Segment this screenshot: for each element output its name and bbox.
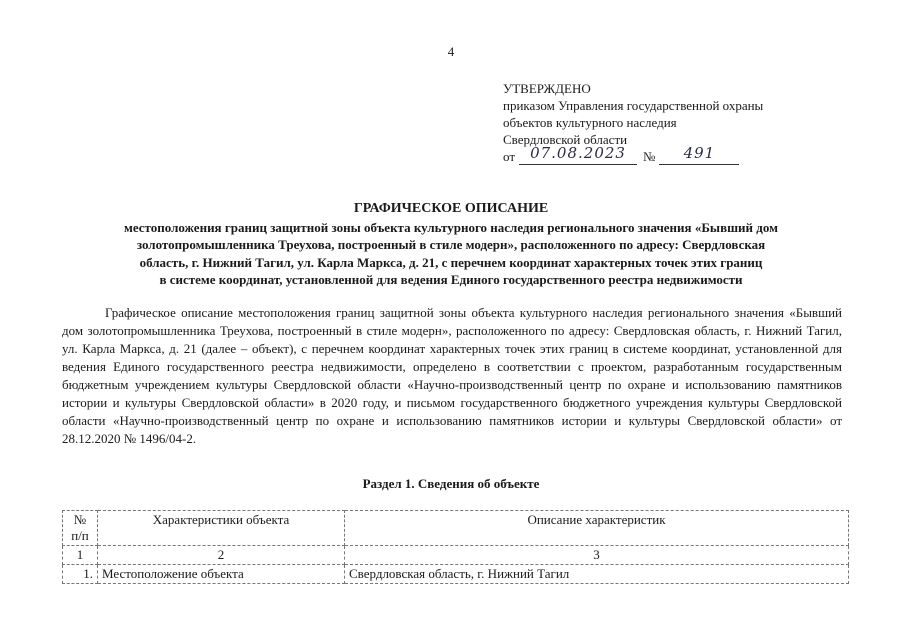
header-characteristics: Характеристики объекта [98, 511, 345, 546]
approval-block [503, 80, 763, 165]
row-characteristic: Местоположение объекта [98, 565, 345, 584]
header-description: Описание характеристик [345, 511, 849, 546]
index-cell: 3 [345, 546, 849, 565]
title-line-1: местоположения границ защитной зоны объекта культурного наследия регионального значения «Бывший дом [124, 219, 778, 235]
row-description: Свердловская область, г. Нижний Тагил [345, 565, 849, 584]
header-number-line-2: п/п [71, 528, 89, 543]
handwritten-number: 491 [683, 144, 716, 162]
index-cell: 2 [98, 546, 345, 565]
table-header-row [63, 511, 849, 546]
date-prefix: от [503, 149, 516, 164]
page-number: 4 [447, 44, 455, 59]
handwritten-date: 07.08.2023 [530, 144, 626, 162]
date-field [519, 144, 637, 165]
title-line-3: область, г. Нижний Тагил, ул. Карла Маркса, д. 21, с перечнем координат характерных точек этих границ [139, 254, 763, 270]
index-cell: 1 [63, 546, 98, 565]
title-line-2: золотопромышленника Треухова, построенный в стиле модерн», расположенного по адресу: Свердловская [136, 237, 766, 252]
table-row [63, 565, 849, 584]
approval-line-3: Свердловской области [503, 132, 628, 147]
approval-line-1: приказом Управления государственной охраны [503, 98, 764, 113]
approval-date-number-line [503, 144, 763, 165]
row-number: 1. [63, 565, 98, 584]
approval-line-2: объектов культурного наследия [503, 115, 677, 130]
body-paragraph: Графическое описание местоположения границ защитной зоны объекта культурного наследия регионального значения «Бывший дом золотопромышленника Треухова, построенный в стиле модерн», расположенного по адресу: Свердловская область, г. Нижний Тагил, ул. Карла Маркса, д. 21 (далее – объект), с перечнем координат характерных точек этих границ в системе координат, установленной для ведения Единого государственного реестра недвижимости, определено в соответствии с проектом, разработанным государственным бюджетным учреждением культуры Свердловской области «Научно-производственный центр по охране и использованию памятников истории и культуры Свердловской области» в 2020 году, и письмом государственного бюджетного учреждения культуры Свердловской области «Научно-производственный центр по охране и использованию памятников истории и культуры Свердловской области» от 28.12.2020 № 1496/04-2. [62, 305, 842, 446]
approval-heading: УТВЕРЖДЕНО [503, 81, 591, 96]
title-main: ГРАФИЧЕСКОЕ ОПИСАНИЕ [353, 201, 549, 216]
title-line-4: в системе координат, установленной для ведения Единого государственного реестра недвижимости [159, 272, 743, 287]
number-field [659, 144, 739, 165]
number-prefix: № [643, 149, 656, 164]
document-title [60, 200, 842, 289]
header-number [63, 511, 98, 546]
object-info-table [62, 510, 849, 584]
section-heading: Раздел 1. Сведения об объекте [362, 476, 540, 491]
header-number-line-1: № [73, 512, 87, 527]
table-index-row [63, 546, 849, 565]
